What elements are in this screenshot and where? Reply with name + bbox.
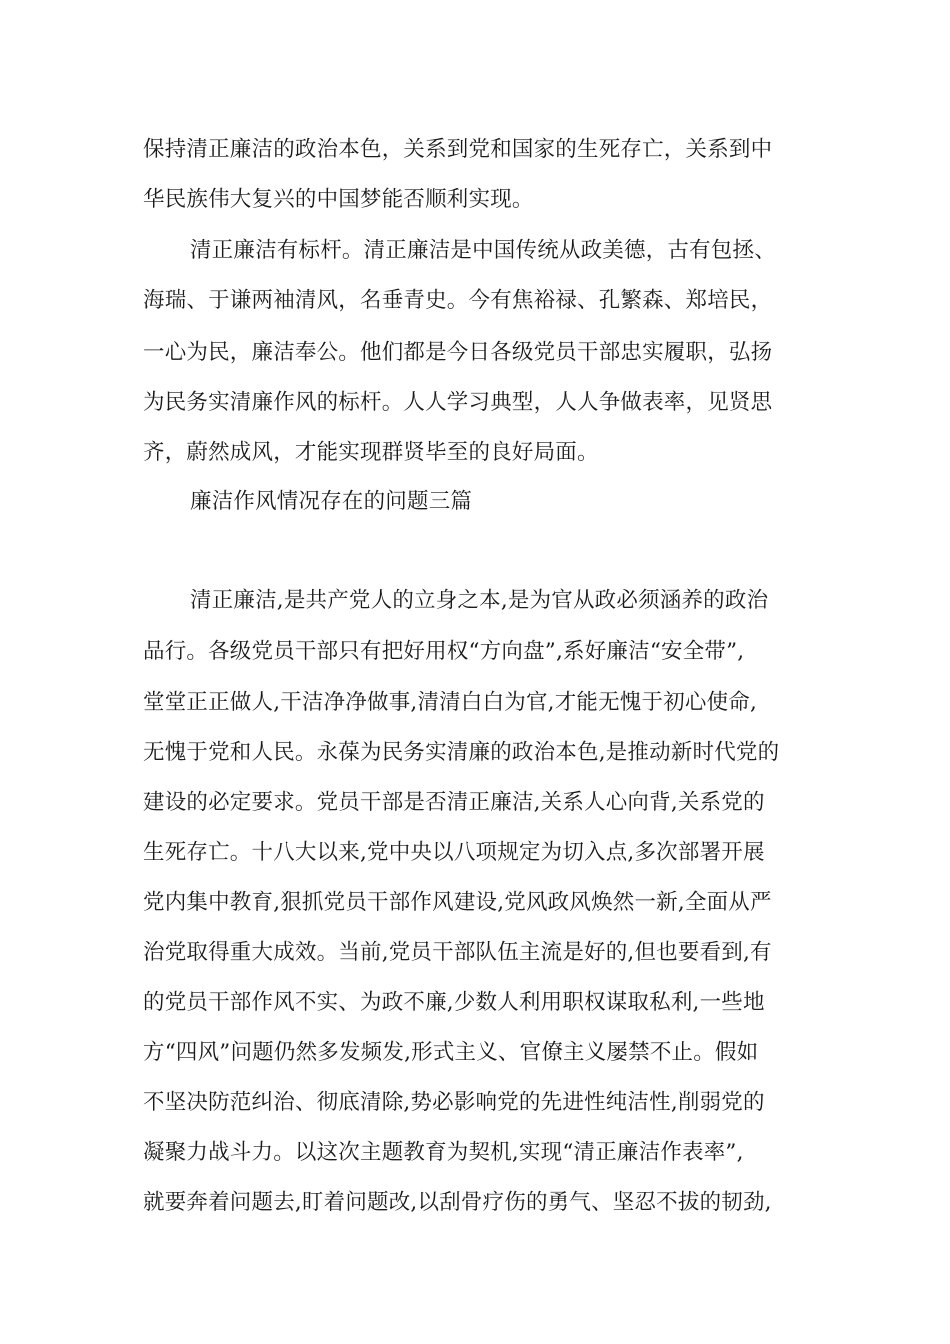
text-line: 华民族伟大复兴的中国梦能否顺利实现。 <box>143 187 534 212</box>
text-line: 一心为民，廉洁奉公。他们都是今日各级党员干部忠实履职，弘扬 <box>143 340 773 365</box>
text-line: 齐，蔚然成风，才能实现群贤毕至的良好局面。 <box>143 440 599 465</box>
text-line: 治党取得重大成效。当前,党员干部队伍主流是好的,但也要看到,有 <box>143 940 772 965</box>
section-heading: 廉洁作风情况存在的问题三篇 <box>190 489 473 514</box>
text-line: 保持清正廉洁的政治本色，关系到党和国家的生死存亡，关系到中 <box>143 137 773 162</box>
text-line: 海瑞、于谦两袖清风，名垂青史。今有焦裕禄、孔繁森、郑培民， <box>143 288 773 313</box>
text-line: 生死存亡。十八大以来,党中央以八项规定为切入点,多次部署开展 <box>143 840 765 865</box>
text-line: 的党员干部作风不实、为政不廉,少数人利用职权谋取私利,一些地 <box>143 990 765 1015</box>
text-line: 堂堂正正做人,干洁净净做事,清清白白为官,才能无愧于初心使命, <box>143 690 758 715</box>
text-line: 凝聚力战斗力。以这次主题教育为契机,实现“清正廉洁作表率”, <box>143 1140 744 1165</box>
text-line: 就要奔着问题去,盯着问题改,以刮骨疗伤的勇气、坚忍不拔的韧劲, <box>143 1190 772 1215</box>
text-line: 清正廉洁,是共产党人的立身之本,是为官从政必须涵养的政治 <box>190 588 769 613</box>
text-line: 党内集中教育,狠抓党员干部作风建设,党风政风焕然一新,全面从严 <box>143 890 772 915</box>
text-line: 为民务实清廉作风的标杆。人人学习典型，人人争做表率，见贤思 <box>143 390 773 415</box>
text-line: 无愧于党和人民。永葆为民务实清廉的政治本色,是推动新时代党的 <box>143 740 780 765</box>
text-line: 方“四风”问题仍然多发频发,形式主义、官僚主义屡禁不止。假如 <box>143 1040 759 1065</box>
text-line: 不坚决防范纠治、彻底清除,势必影响党的先进性纯洁性,削弱党的 <box>143 1090 765 1115</box>
text-line: 清正廉洁有标杆。清正廉洁是中国传统从政美德，古有包拯、 <box>190 238 776 263</box>
text-line: 建设的必定要求。党员干部是否清正廉洁,关系人心向背,关系党的 <box>143 790 765 815</box>
text-line: 品行。各级党员干部只有把好用权“方向盘”,系好廉洁“安全带”, <box>143 639 745 664</box>
